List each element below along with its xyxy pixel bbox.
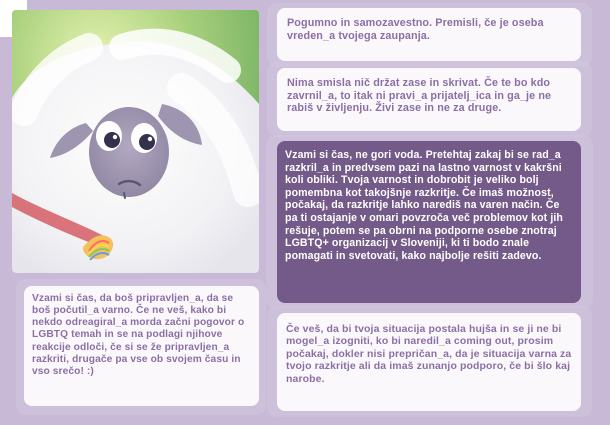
advice-card-right-bottom-text: Če veš, da bi tvoja situacija postala hujša in se ji ne bi mogel_a izogniti, ko bi naredil_a coming out, prosim počakaj, dokler nisi prepričan_a, da je situacija varna za tvojo razkritje ali da imaš zunanjo podporo, če bi šlo kaj narobe.: [286, 323, 572, 385]
advice-card-middle-text: Vzami si čas, ne gori voda. Pretehtaj zakaj bi se rad_a razkril_a in predvsem pazi na lastno varnost v kakršni koli obliki. Tvoja varnost in dobrobit je veliko bolj pomembna kot takojšnje razkritje. Če imaš možnost, počakaj, da razkritje lahko narediš na varen način. Če pa ti ostajanje v omari povzroča več problemov kot jih rešuje, potem se pa obrni na podporne osebe znotraj LGBTQ+ organizacij v Sloveniji, ki ti bodo znale pomagati in svetovati, kako najbolje rešiti zadevo.: [285, 149, 563, 262]
advice-card-left-bottom: [24, 286, 259, 406]
sheep-svg: [12, 10, 259, 273]
advice-card-right-bottom: [277, 313, 581, 411]
advice-card-left-bottom-text: Vzami si čas, da boš pripravljen_a, da se boš počutil_a varno. Če ne veš, kako bi nekdo odreagiral_a morda začni pogovor o LGBTQ temah in se na podlagi njihove reakcije odloči, če si se že pripravljen_a razkriti, drugače pa vse ob svojem času in vso srečo! :): [32, 293, 245, 377]
advice-card-second-text: Nima smisla nič držat zase in skrivat. Če te bo kdo zavrnil_a, to itak ni pravi_a prijatelj_ica in ga_je ne rabiš v življenju. Živi zase in ne za druge.: [287, 77, 552, 115]
sheep-left-pupil: [104, 132, 120, 148]
sheep-right-pupil: [139, 134, 155, 150]
advice-card-top-text: Pogumno in samozavestno. Premisli, če je oseba vreden_a tvojega zaupanja.: [287, 17, 544, 42]
advice-card-middle: [277, 141, 581, 303]
sheep-face: [89, 107, 169, 197]
sheep-right-eye-shine: [148, 137, 152, 141]
advice-card-top: [277, 8, 581, 61]
sheep-left-eye-shine: [113, 135, 117, 139]
sheep-chin-line: [124, 193, 125, 198]
sheep-illustration: [12, 10, 259, 273]
advice-card-second: [277, 68, 581, 131]
